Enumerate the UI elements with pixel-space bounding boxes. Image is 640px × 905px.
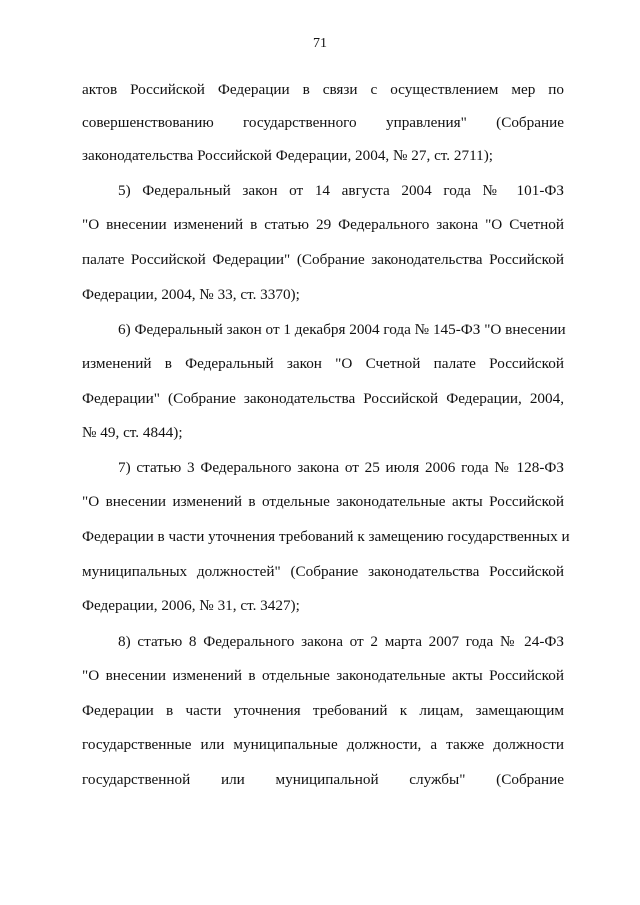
text-line: 5) Федеральный закон от 14 августа 2004 года № 101-ФЗ bbox=[118, 182, 564, 199]
text-line: 6) Федеральный закон от 1 декабря 2004 года № 145-ФЗ "О внесении bbox=[118, 321, 566, 338]
page-number: 71 bbox=[313, 36, 327, 51]
text-line: 8) статью 8 Федерального закона от 2 марта 2007 года № 24-ФЗ bbox=[118, 633, 564, 650]
text-line: Федерации, 2004, № 33, ст. 3370); bbox=[82, 286, 300, 303]
text-line: Федерации в части уточнения требований к лицам, замещающим bbox=[82, 702, 564, 719]
text-line: палате Российской Федерации" (Собрание законодательства Российской bbox=[82, 251, 564, 268]
text-line: изменений в Федеральный закон "О Счетной палате Российской bbox=[82, 355, 564, 372]
text-line: законодательства Российской Федерации, 2004, № 27, ст. 2711); bbox=[82, 147, 493, 164]
text-line: "О внесении изменений в отдельные законодательные акты Российской bbox=[82, 493, 564, 510]
text-line: Федерации" (Собрание законодательства Российской Федерации, 2004, bbox=[82, 390, 564, 407]
text-line: 7) статью 3 Федерального закона от 25 июля 2006 года № 128-ФЗ bbox=[118, 459, 564, 476]
text-line: Федерации в части уточнения требований к замещению государственных и bbox=[82, 528, 570, 545]
text-line: государственной или муниципальной службы" (Собрание bbox=[82, 771, 564, 788]
text-line: муниципальных должностей" (Собрание законодательства Российской bbox=[82, 563, 564, 580]
text-line: № 49, ст. 4844); bbox=[82, 424, 183, 441]
text-line: "О внесении изменений в статью 29 Федерального закона "О Счетной bbox=[82, 216, 564, 233]
text-line: актов Российской Федерации в связи с осуществлением мер по bbox=[82, 81, 564, 98]
text-line: государственные или муниципальные должности, а также должности bbox=[82, 736, 564, 753]
text-line: Федерации, 2006, № 31, ст. 3427); bbox=[82, 597, 300, 614]
text-line: совершенствованию государственного управления" (Собрание bbox=[82, 114, 564, 131]
text-line: "О внесении изменений в отдельные законодательные акты Российской bbox=[82, 667, 564, 684]
